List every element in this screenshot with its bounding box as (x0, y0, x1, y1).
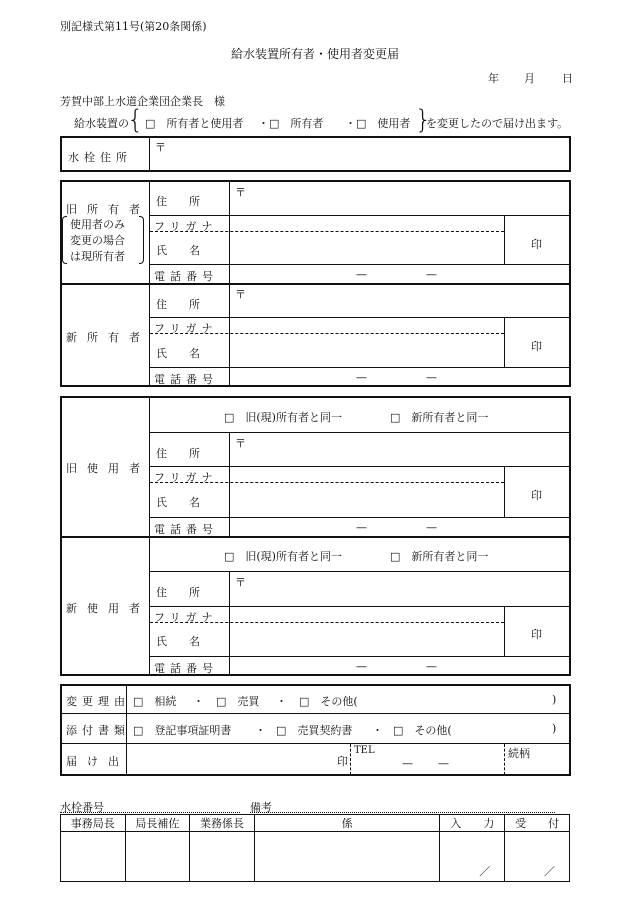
old-owner-seal: 印 (531, 238, 542, 251)
cell-assistant[interactable] (125, 832, 190, 882)
old-user-phone-dash-2: — (426, 521, 437, 534)
old-owner-phone-dash-2: — (426, 268, 437, 281)
old-user-address-label: 住 所 (156, 447, 200, 460)
faucet-address-label: 水栓住所 (68, 151, 132, 164)
old-owner-phone-label: 電話番号 (154, 270, 218, 283)
new-owner-phone-dash-2: — (426, 371, 437, 384)
new-user-phone-field[interactable] (232, 658, 566, 674)
date-month: 月 (524, 72, 535, 85)
submitter-tel-label: TEL (354, 745, 375, 756)
new-owner-title: 新所有者 (66, 331, 150, 344)
col-section-chief: 業務係長 (190, 815, 255, 832)
submitter-relation-field[interactable] (510, 759, 566, 773)
attachment-contract[interactable]: □ 売買契約書 (276, 724, 353, 737)
new-owner-name-field[interactable] (232, 338, 500, 364)
cell-section-chief[interactable] (190, 832, 255, 882)
reason-sep-1: ・ (193, 695, 204, 708)
form-id: 別記様式第11号(第20条関係) (60, 20, 207, 33)
date-day: 日 (562, 72, 573, 85)
attachment-sep-1: ・ (255, 724, 266, 737)
new-user-same-as-new-owner[interactable]: □ 新所有者と同一 (390, 550, 489, 563)
new-owner-phone-dash-1: — (356, 371, 367, 384)
new-user-postal-mark: 〒 (235, 576, 246, 589)
old-user-furigana-label: フリガナ (154, 471, 218, 484)
intro-prefix: 給水装置の (74, 117, 129, 130)
old-owner-phone-dash-1: — (356, 268, 367, 281)
office-use-table (60, 814, 570, 882)
old-user-postal-mark: 〒 (235, 437, 246, 450)
cell-staff[interactable] (254, 832, 440, 882)
new-owner-name-label: 氏 名 (156, 347, 200, 360)
new-user-seal: 印 (531, 628, 542, 641)
new-user-address-field[interactable] (232, 586, 566, 602)
new-owner-postal-mark: 〒 (235, 288, 246, 301)
old-owner-furigana-label: フリガナ (154, 220, 218, 233)
new-owner-furigana-label: フリガナ (154, 322, 218, 335)
old-user-name-field[interactable] (232, 487, 500, 514)
old-owner-name-field[interactable] (232, 236, 500, 260)
cell-director[interactable] (61, 832, 126, 882)
old-owner-note-3: は現所有者 (70, 250, 125, 263)
form-title: 給水装置所有者・使用者変更届 (230, 47, 399, 61)
new-user-phone-label: 電話番号 (154, 662, 218, 675)
attachment-registry[interactable]: □ 登記事項証明書 (133, 724, 232, 737)
old-owner-postal-mark: 〒 (235, 186, 246, 199)
submitter-tel-dash-1: — (402, 757, 413, 770)
old-owner-name-label: 氏 名 (156, 244, 200, 257)
old-user-same-as-old-owner[interactable]: □ 旧(現)所有者と同一 (224, 411, 342, 424)
bracket-left: { (127, 105, 144, 135)
cell-receipt[interactable] (505, 832, 570, 882)
old-user-furigana-field[interactable] (232, 467, 500, 481)
new-user-furigana-field[interactable] (232, 607, 500, 621)
new-owner-phone-field[interactable] (232, 369, 566, 385)
attachment-other-field[interactable] (462, 719, 548, 737)
old-user-same-as-new-owner[interactable]: □ 新所有者と同一 (390, 411, 489, 424)
faucet-address-field[interactable] (240, 145, 560, 163)
old-owner-furigana-field[interactable] (232, 216, 500, 230)
reason-inheritance[interactable]: □ 相続 (133, 695, 177, 708)
attachment-sep-2: ・ (372, 724, 383, 737)
new-user-name-label: 氏 名 (156, 635, 200, 648)
new-user-title: 新使用者 (66, 602, 150, 615)
faucet-number-label: 水栓番号 (60, 801, 104, 814)
submitter-seal: 印 (337, 755, 348, 768)
remarks-label: 備考 (250, 801, 272, 814)
new-user-address-label: 住 所 (156, 586, 200, 599)
new-owner-address-field[interactable] (232, 298, 566, 314)
attachment-other[interactable]: □ その他( (393, 724, 452, 737)
change-reason-label: 変更理由 (66, 695, 130, 708)
old-user-phone-dash-1: — (356, 521, 367, 534)
old-owner-title: 旧所有者 (66, 203, 150, 216)
old-user-address-field[interactable] (232, 447, 566, 463)
new-user-same-as-old-owner[interactable]: □ 旧(現)所有者と同一 (224, 550, 342, 563)
col-director: 事務局長 (61, 815, 126, 832)
col-assistant: 局長補佐 (125, 815, 190, 832)
new-user-phone-dash-2: — (426, 660, 437, 673)
new-user-name-field[interactable] (232, 627, 500, 653)
intro-option-user[interactable]: ・□ 使用者 (345, 117, 411, 130)
postal-mark: 〒 (155, 141, 166, 154)
old-user-title: 旧使用者 (66, 462, 150, 475)
intro-option-both[interactable]: □ 所有者と使用者 (145, 117, 244, 130)
new-user-furigana-label: フリガナ (154, 611, 218, 624)
intro-option-owner[interactable]: ・□ 所有者 (258, 117, 324, 130)
old-owner-note-2: 変更の場合 (70, 234, 125, 247)
reason-sep-2: ・ (276, 695, 287, 708)
col-input: 入 力 (440, 815, 505, 832)
col-receipt: 受 付 (505, 815, 570, 832)
col-staff: 係 (254, 815, 440, 832)
date-year: 年 (488, 72, 499, 85)
reason-sale[interactable]: □ 売買 (216, 695, 260, 708)
addressee: 芳賀中部上水道企業団企業長 様 (60, 95, 225, 108)
cell-input[interactable] (440, 832, 505, 882)
new-owner-address-label: 住 所 (156, 298, 200, 311)
old-owner-address-label: 住 所 (156, 195, 200, 208)
receipt-slash: ／ (544, 865, 555, 878)
submitter-tel-field[interactable] (374, 747, 500, 771)
old-user-phone-field[interactable] (232, 519, 566, 535)
old-user-name-label: 氏 名 (156, 496, 200, 509)
new-user-phone-dash-1: — (356, 660, 367, 673)
attachments-label: 添付書類 (66, 724, 130, 737)
submitter-tel-dash-2: — (438, 757, 449, 770)
old-user-phone-label: 電話番号 (154, 523, 218, 536)
old-user-seal: 印 (531, 489, 542, 502)
submitter-relation-label: 続柄 (508, 747, 530, 760)
new-owner-seal: 印 (531, 340, 542, 353)
intro-suffix: を変更したので届け出ます。 (426, 117, 569, 130)
submitter-label: 届け出 (66, 755, 129, 768)
reason-other[interactable]: □ その他( (299, 695, 358, 708)
old-owner-address-field[interactable] (232, 196, 566, 212)
reason-other-field[interactable] (372, 690, 548, 708)
old-owner-note-1: 使用者のみ (70, 218, 125, 231)
bracket-right: } (415, 105, 432, 135)
submitter-name-field[interactable] (130, 747, 330, 771)
reason-other-close: ) (552, 693, 557, 706)
attachment-other-close: ) (552, 722, 557, 735)
input-slash: ／ (479, 865, 491, 878)
new-owner-phone-label: 電話番号 (154, 373, 218, 386)
new-owner-furigana-field[interactable] (232, 318, 500, 332)
old-owner-phone-field[interactable] (232, 266, 566, 282)
